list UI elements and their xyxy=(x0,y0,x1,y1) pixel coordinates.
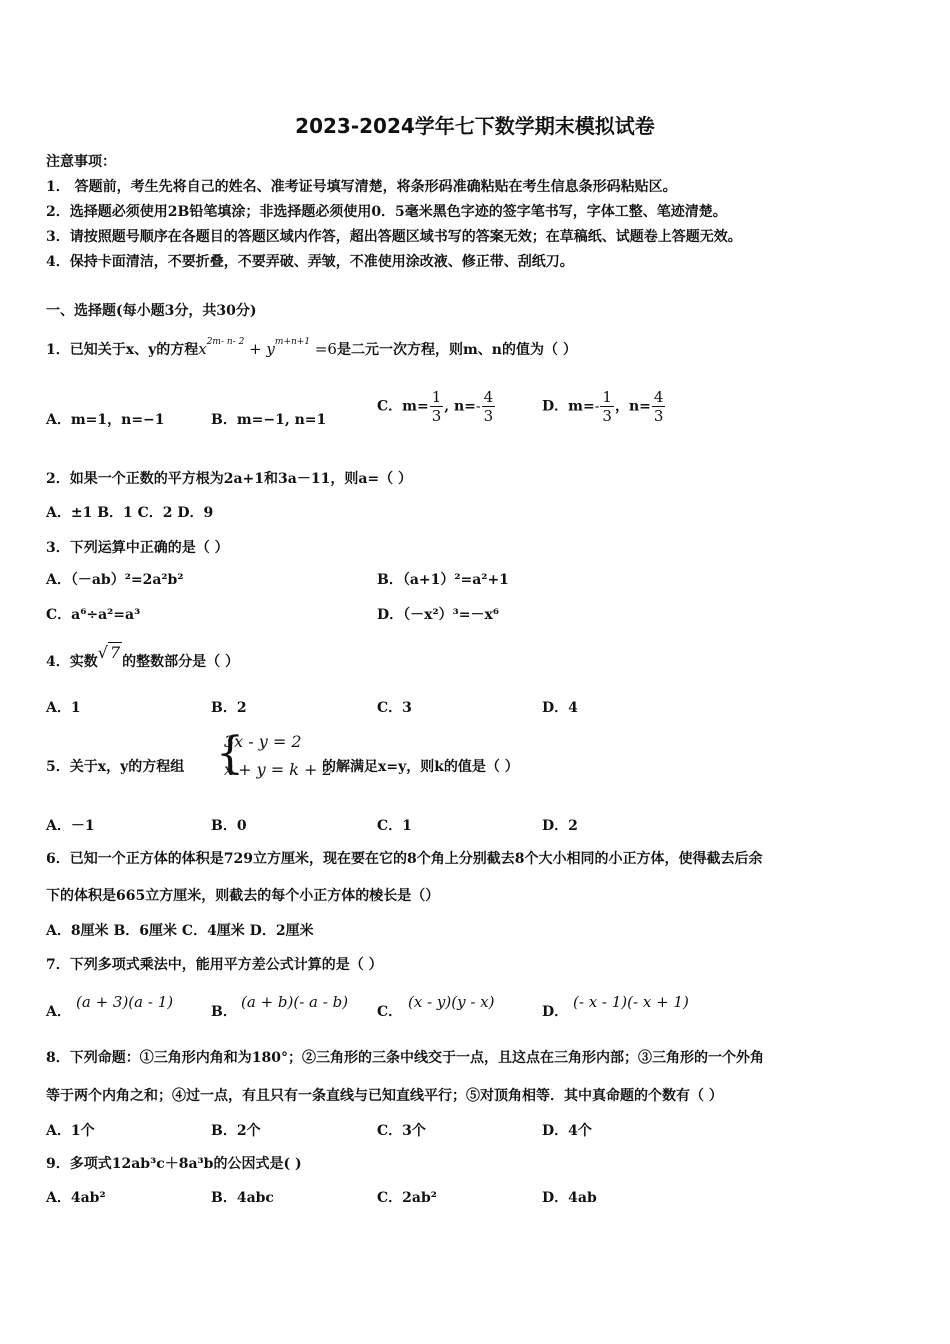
question-3-options-row1 xyxy=(46,570,746,590)
notice-item: 2．选择题必须使用2B铅笔填涂；非选择题必须使用0．5毫米黑色字迹的签字笔书写，字体工整、笔迹清楚。 xyxy=(46,204,727,220)
q3-option-b[interactable]: B．（a+1）²=a²+1 xyxy=(377,572,509,588)
question-4-stem xyxy=(46,643,240,672)
q9-option-c[interactable]: C．2ab² xyxy=(377,1190,437,1206)
question-2-stem: 2．如果一个正数的平方根为2a+1和3a－11，则a=（ ） xyxy=(46,471,412,487)
q3-option-a[interactable]: A．（－ab）²=2a²b² xyxy=(46,572,184,588)
q1-option-a[interactable]: A．m=1，n=−1 xyxy=(46,412,165,428)
notice-item: 1． 答题前，考生先将自己的姓名、准考证号填写清楚，将条形码准确粘贴在考生信息条形码粘贴区。 xyxy=(46,179,677,195)
question-7-stem: 7．下列多项式乘法中，能用平方差公式计算的是（ ） xyxy=(46,957,383,973)
q1-suffix: 是二元一次方程，则m、n的值为（ ） xyxy=(336,342,577,358)
q1-equation xyxy=(198,337,337,358)
section-heading: 一、选择题(每小题3分，共30分) xyxy=(46,303,257,319)
q5-equation-1: 3x - y = 2 xyxy=(224,732,302,751)
q4-prefix: 4．实数 xyxy=(46,654,98,670)
question-4-options xyxy=(46,698,746,718)
q9-option-b[interactable]: B．4abc xyxy=(211,1190,274,1206)
question-5-suffix: 的解满足x=y，则k的值是（ ） xyxy=(322,759,519,775)
question-5-options xyxy=(46,816,746,836)
question-8-stem-line1: 8．下列命题：①三角形内角和为180°；②三角形的三条中线交于一点，且这点在三角形内部；③三角形的一个外角 xyxy=(46,1050,764,1066)
q1-c-label: C．m= xyxy=(377,398,429,415)
q1-d-neg: - xyxy=(594,398,600,415)
q1-plus: + xyxy=(249,340,267,358)
q7-option-b[interactable]: (a + b)(- a - b) xyxy=(241,993,349,1011)
q1-c-n-fraction: $\frac{4}{3}$ xyxy=(483,388,494,425)
q7-option-b-label[interactable]: B． xyxy=(211,1004,237,1020)
q8-option-a[interactable]: A．1个 xyxy=(46,1123,95,1139)
q1-rhs: =6 xyxy=(314,340,337,358)
question-3-stem: 3．下列运算中正确的是（ ） xyxy=(46,540,229,556)
q3-option-c[interactable]: C．a⁶÷a²=a³ xyxy=(46,607,141,623)
q4-option-c[interactable]: C．3 xyxy=(377,700,412,716)
q5-option-d[interactable]: D．2 xyxy=(542,818,578,834)
q8-option-d[interactable]: D．4个 xyxy=(542,1123,592,1139)
page-title: 2023-2024学年七下数学期末模拟试卷 xyxy=(295,114,655,138)
question-8-options xyxy=(46,1121,746,1141)
q7-option-c[interactable]: (x - y)(y - x) xyxy=(408,993,495,1011)
q1-c-m-fraction: $\frac{1}{3}$ xyxy=(431,388,442,425)
question-7-options xyxy=(46,992,766,1022)
question-9-options xyxy=(46,1188,746,1208)
q4-option-a[interactable]: A．1 xyxy=(46,700,81,716)
q4-option-d[interactable]: D．4 xyxy=(542,700,578,716)
q1-prefix: 1．已知关于x、y的方程 xyxy=(46,342,199,358)
q5-brace: { xyxy=(216,728,244,779)
q1-option-c[interactable] xyxy=(377,388,496,425)
q5-equation-2: x + y = k + 2 xyxy=(224,760,333,779)
q1-option-b[interactable]: B．m=−1, n=1 xyxy=(211,412,327,428)
question-1-stem xyxy=(46,339,577,362)
notice-item: 3．请按照题号顺序在各题目的答题区域内作答，超出答题区域书写的答案无效；在草稿纸、试题卷上答题无效。 xyxy=(46,229,742,245)
question-3-options-row2 xyxy=(46,605,746,625)
q8-option-c[interactable]: C．3个 xyxy=(377,1123,426,1139)
q5-option-c[interactable]: C．1 xyxy=(377,818,412,834)
q1-y: y xyxy=(266,340,275,358)
q1-c-mid: , n= xyxy=(444,398,476,415)
q1-x-exponent: 2m- n- 2 xyxy=(206,337,245,347)
q1-d-mid: ，n= xyxy=(614,398,651,415)
question-6-options[interactable]: A．8厘米 B．6厘米 C．4厘米 D．2厘米 xyxy=(46,923,314,939)
question-6-stem-line2: 下的体积是665立方厘米，则截去的每个小正方体的棱长是（） xyxy=(46,888,440,904)
question-2-options[interactable]: A．±1 B．1 C．2 D．9 xyxy=(46,505,214,521)
q4-suffix: 的整数部分是（ ） xyxy=(122,654,240,670)
q7-option-d[interactable]: (- x - 1)(- x + 1) xyxy=(573,993,689,1011)
q3-option-d[interactable]: D．（－x²）³=－x⁶ xyxy=(377,607,499,623)
q9-option-a[interactable]: A．4ab² xyxy=(46,1190,106,1206)
q1-option-d[interactable] xyxy=(542,388,666,425)
question-9-stem: 9．多项式12ab³c＋8a³b的公因式是( ) xyxy=(46,1156,302,1172)
q7-option-a[interactable]: (a + 3)(a - 1) xyxy=(76,993,174,1011)
q1-c-neg: - xyxy=(475,398,481,415)
notice-heading: 注意事项： xyxy=(46,154,116,170)
q4-radicand: 7 xyxy=(109,643,121,662)
q1-d-m-fraction: $\frac{1}{3}$ xyxy=(602,388,612,425)
question-6-stem-line1: 6．已知一个正方体的体积是729立方厘米，现在要在它的8个角上分别截去8个大小相同的小正方体，使得截去后余 xyxy=(46,851,763,867)
q4-option-b[interactable]: B．2 xyxy=(211,700,247,716)
q1-x: x xyxy=(198,340,207,358)
q1-y-exponent: m+n+1 xyxy=(274,337,311,347)
q8-option-b[interactable]: B．2个 xyxy=(211,1123,261,1139)
q1-d-label: D．m= xyxy=(542,398,595,415)
question-8-stem-line2: 等于两个内角之和；④过一点，有且只有一条直线与已知直线平行；⑤对顶角相等．其中真命题的个数有（ ） xyxy=(46,1088,723,1104)
q7-option-a-label[interactable]: A． xyxy=(46,1004,71,1020)
q5-option-b[interactable]: B．0 xyxy=(211,818,247,834)
notice-item: 4．保持卡面清洁，不要折叠，不要弄破、弄皱，不准使用涂改液、修正带、刮纸刀。 xyxy=(46,254,574,270)
q9-option-d[interactable]: D．4ab xyxy=(542,1190,597,1206)
question-5-prefix: 5．关于x，y的方程组 xyxy=(46,759,185,775)
q4-sqrt: √ 7 xyxy=(97,643,121,662)
q7-option-c-label[interactable]: C． xyxy=(377,1004,403,1020)
q5-option-a[interactable]: A．－1 xyxy=(46,818,95,834)
q7-option-d-label[interactable]: D． xyxy=(542,1004,569,1020)
q1-d-n-fraction: $\frac{4}{3}$ xyxy=(653,388,664,425)
